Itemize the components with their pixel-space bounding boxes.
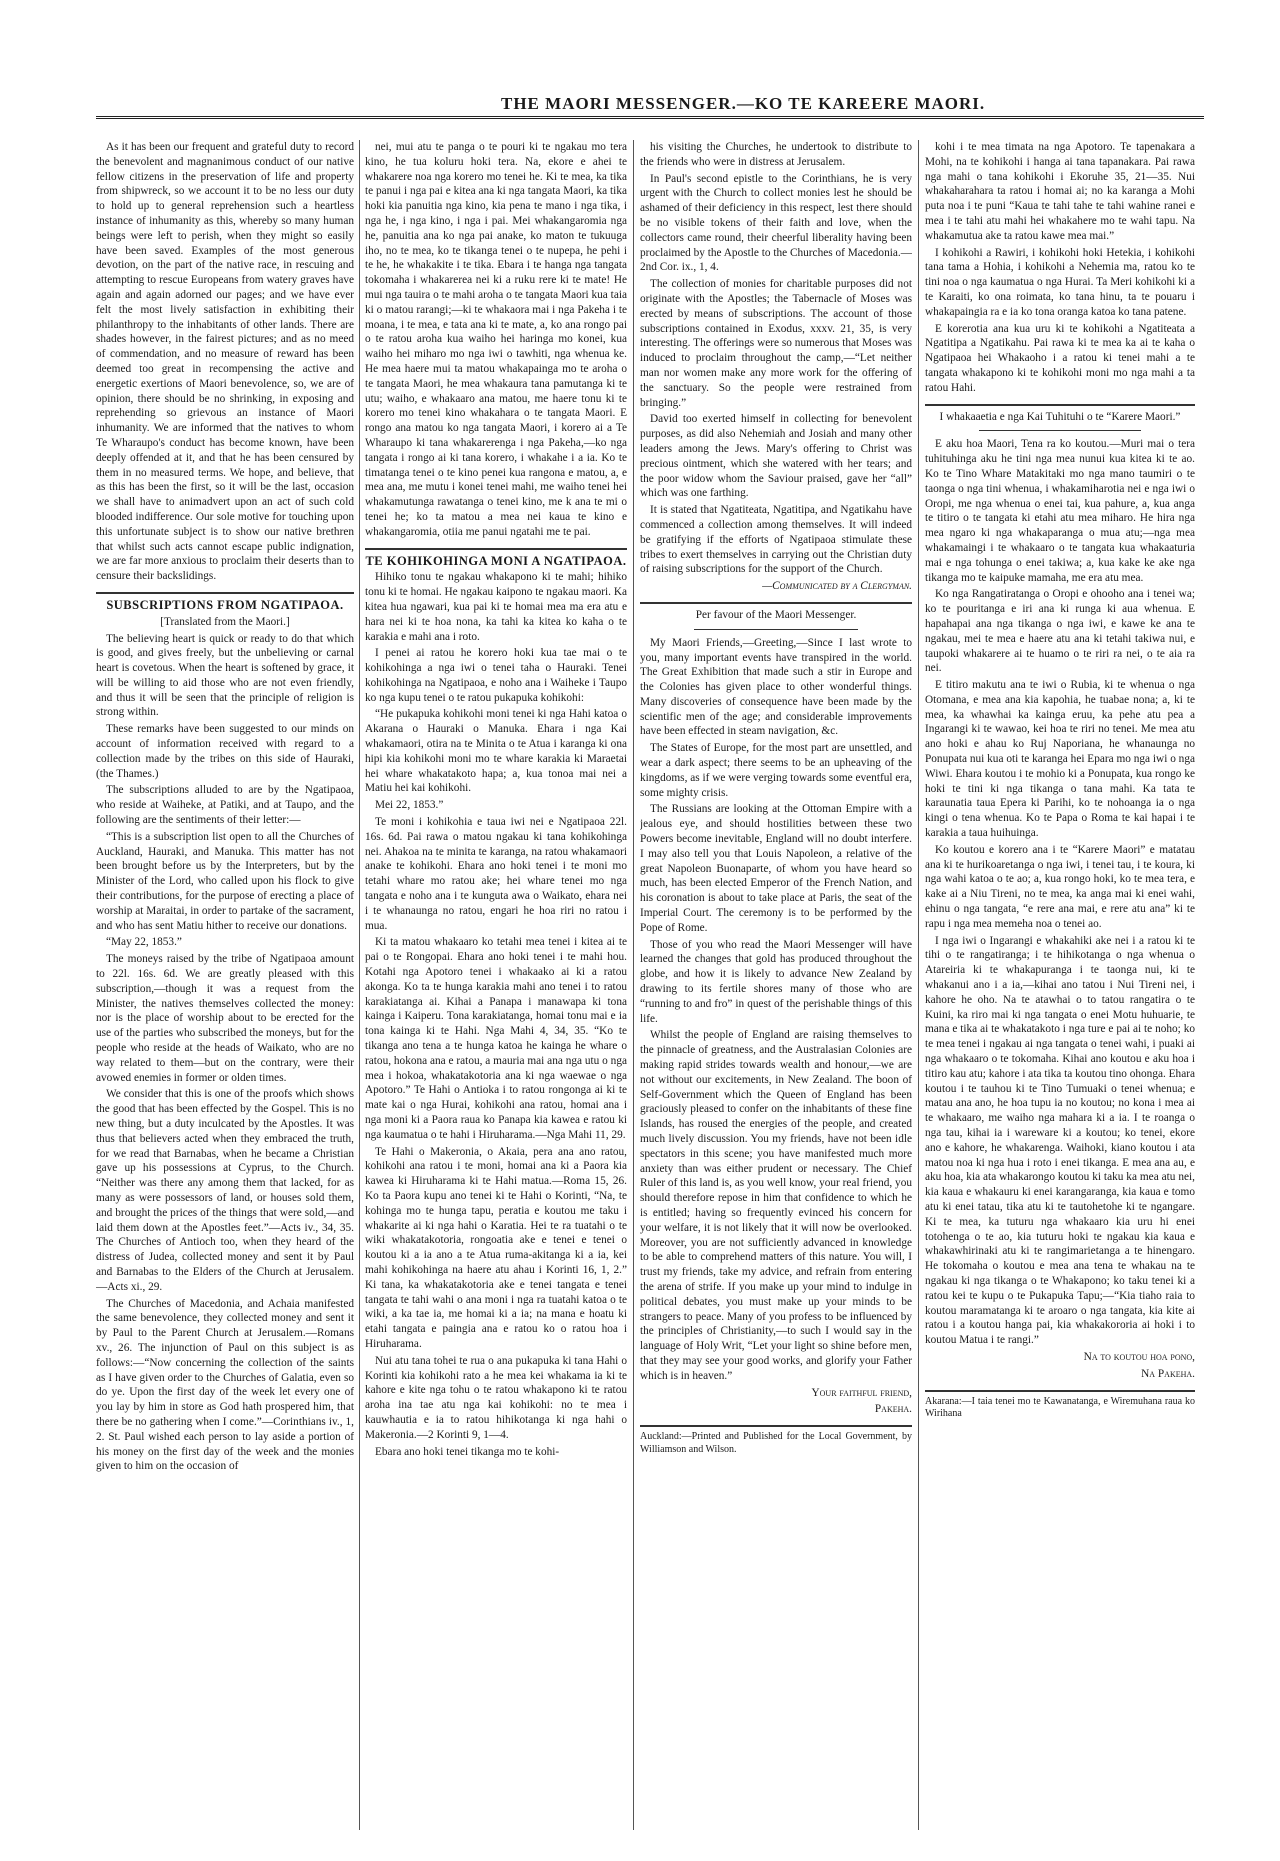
column-2 xyxy=(365,140,627,1830)
article-paragraph: The moneys raised by the tribe of Ngatipaoa amount to 22l. 16s. 6d. We are greatly pleased with this subscription,—though it was a request from the Minister, the natives themselves collected the money: nor is the place of worship about to be erected for the use of the parties who subscribed the moneys, but for the people who reside at the heads of Waikato, who are no way related to them—but on the contrary, were their avowed enemies in former or olden times. xyxy=(96,953,354,1084)
letter-signature: Pakeha. xyxy=(874,1403,912,1416)
letter-paragraph: E aku hoa Maori, Tena ra ko koutou.—Muri mai o tera tuhituhinga aku he tini nga mea nunui kua kitea ki te ao. Ko te Tino Whare Matakitaki mo nga mano taumiri o te taonga o nga tini whenua, i whakamiharotia nei e nga iwi o Oropi, me nga whenua o enei tai, kua pahure, a, kua anga te titiro o te tangata ki etahi atu mea miharo. He hira nga mea ngaro ki nga whakaparanga o mua atu;—nga mea whakamaingi i te whakaaro o te tangata kua whakaaturia mai e nga tohunga o enei takiwa; a, kua kake ke ake nga tikanga mo te kaipuke mamaha, me era atu mea. xyxy=(925,438,1195,584)
article-paragraph: These remarks have been suggested to our minds on account of information received with regard to a collection made by the tribes on this side of Hauraki, (the Thames.) xyxy=(96,723,354,780)
article-paragraph: Nui atu tana tohei te rua o ana pukapuka ki tana Hahi o Korinti kia kohikohi rato a he mea kei whakama ia ki te kahore e kite nga tohu o te ratou whakapono ki te ratou aroha ina tae atu nga kai kohikohi: no te mea i kauwhautia e ia to ratou hihikotanga ki nga hahi o Makeronia.—2 Korinti 9, 1—4. xyxy=(365,1354,627,1441)
letter-closing: Your faithful friend, xyxy=(811,1386,912,1399)
article-subheading: [Translated from the Maori.] xyxy=(160,615,290,628)
section-rule xyxy=(640,1425,912,1427)
article-paragraph: “May 22, 1853.” xyxy=(106,936,182,949)
masthead xyxy=(96,90,1204,128)
letter-paragraph: The States of Europe, for the most part are unsettled, and wear a dark aspect; there seems to be an upheaving of the kingdoms, as if we were verging towards some eventful era, some mighty crisis. xyxy=(640,742,912,799)
column-3 xyxy=(640,140,912,1830)
column-divider xyxy=(918,140,919,1830)
printer-imprint: Akarana:—I taia tenei mo te Kawanatanga, e Wiremuhana raua ko Wirihana xyxy=(925,1395,1195,1420)
article-paragraph: Te moni i kohikohia e taua iwi nei e Ngatipaoa 22l. 16s. 6d. Pai rawa o matou ngakau ki tana kohikohinga nei. Ahakoa na te minita te karanga, na ratou whakamaori anake te kohikohi. Ehara ano hoki tenei i te moni mo tetahi whare mo ratou ake; hei whare tenei mo nga tangata e noho ana i te kunguta awa o Waikato, ehara nei i te whanaunga no ratou, engari he hoa riri no ratou i mua. xyxy=(365,816,627,932)
credit-text: —Communicated by a Clergyman. xyxy=(762,580,912,593)
article-paragraph: “This is a subscription list open to all the Churches of Auckland, Hauraki, and Manuka. This matter has not been brought before us by the Interpreters, but by the Minister of the Lord, who called upon his flock to give their contributions, for the purpose of erecting a place of worship at Maraitai, in order to partake of the sacrament, and who has sent Matiu hither to receive our donations. xyxy=(96,830,354,932)
article-paragraph: kohi i te mea timata na nga Apotoro. Te tapenakara a Mohi, na te kohikohi i hanga ai tana tapanakara. Pai rawa nga mahi o tana kohikohi i Ekoruhe 35, 21—35. Nui whakaharahara ta ratou i homai ai; no ka karanga a Mohi puta noa i te puni “Kaua te tahi tahe te tahi wahine ranei e mea i te tahi atu mahi hei whakahere mo te wahi tapu. Na whakamutua ake ta ratou kawe mea mai.” xyxy=(925,141,1195,242)
column-1 xyxy=(96,140,354,1830)
masthead-rule xyxy=(96,116,1204,119)
letter-paragraph: Those of you who read the Maori Messenger will have learned the changes that gold has produced throughout the globe, and how it is likely to advance New Zealand by drawing to its fertile shores many of those who are “running to and fro” in quest of the perishable things of this life. xyxy=(640,938,912,1025)
article-paragraph: Hihiko tonu te ngakau whakapono ki te mahi; hihiko tonu ki te homai. He ngakau kaipono te ngakau maori. Ka kitea hua ngawari, kua pai ki te homai mea ma era atu e hara nei ki te hoa nona, ka tahi ka kitea ko kaha o te karakia e mahi ana i roto. xyxy=(365,571,627,643)
article-paragraph: Ki ta matou whakaaro ko tetahi mea tenei i kitea ai te pai o te Rongopai. Ehara ano hoki tenei i te mahi hou. Kotahi nga Apotoro tenei i whakaako ai ki a ratou akonga. Ko ta te hunga karakia mahi ano tenei i to ratou karakiatanga ai. Kihai a Panapa i manawapa ki tona kainga i Kaiperu. Tona karakiatanga, homai tonu mai e ia tona kainga ki te Hahi. Nga Mahi 4, 34, 35. “Ko te tikanga ano tena a te hunga katoa he kainga he whare o ratou, hokona ana e ratou, a mauria mai ana nga utu o nga mea i hokoa, whakatakotoria ana ki nga waewae o nga Apotoro.” Te Hahi o Antioka i to ratou rongonga ai ki te mate kai o nga Hurai, kohikohi ana ratou, homai ana i nga moni ki a Paora raua ko Panapa kia kawea e ratou ki nga kaumatua o te hahi i Hiruharama.—Nga Mahi 11, 29. xyxy=(365,936,627,1141)
column-divider xyxy=(633,140,634,1830)
article-paragraph: Ebara ano hoki tenei tikanga mo te kohi- xyxy=(375,1445,560,1458)
article-credit xyxy=(640,579,912,594)
column-divider xyxy=(359,140,360,1830)
section-rule xyxy=(925,404,1195,406)
article-paragraph: We consider that this is one of the proofs which shows the good that has been effected by the Gospel. This is no new thing, but a duty inculcated by the Apostles. It was thus that believers acted when they embraced the truth, for we read that Barnabas, when he became a Christian gave up his possessions at Cyprus, to the Church. “Neither was there any among them that lacked, for as many as were possessors of land, or houses sold them, and brought the prices of the things that were sold,—and laid them down at the Apostles feet.”—Acts iv., 34, 35. The Churches of Antioch too, when they heard of the distress of Judea, collected money and sent it by Paul and Barnabas to the Elders of the Church at Jerusalem.—Acts xi., 29. xyxy=(96,1088,354,1293)
editorial-paragraph: nei, mui atu te panga o te pouri ki te ngakau mo tera kino, he tua koluru hoki tera. Na, ekore e ahei te whakarere noa nga korero mo tenei he. Ki te mea, ka tika te panui i nga pai e kitea ana ki nga tangata Maori, ka tika hoki kia panuitia nga kino, kia pena te mano i nga tika, i nga he, i nga kino, i nga i pai. Mei whakangaromia nga he, panuitia ana ko nga pai anake, ko maton te tukuuga iho, no te mea, ko te tikanga tenei o te nupepa, he pehi i te he, he whakakite i te tika. Ebara i te hanga nga tangata tokomaha i whakarerea nei ki a ruku rere ki te mate! He mui nga tauira o te mahi aroha o te tangata Maori kua taia ki o matou rarangi;—ki te whakaora mai i nga Pakeha i te moana, i te mea, e tata ana ki te mate, a, ko ana rongo pai o te ratou aroha kua waiho hei haringa mo konei, kua waiho hei miharo mo nga iwi o tawhiti, nga whenua ke. He mea haere mui ta matou whakapainga mo te aroha o te tangata Maori, he mea whakaura tana pamutanga ki te utu; waiho, e whakaaro ana matou, me haere tonu ki te korero mo tenei kino whakahara o te tangata Maori. E rongo ana matou ko nga tangata Maori, i korero ai a Te Wharaupo ki tana whakarerenga i nga Pakeha,—ko nga tangata i rongo ai ki tana korero, i whakahe i a ia. Ko te timatanga tenei o te kino penei kua rangona e matou, a, e mea ana, me mutu i konei tenei mahi, me waiho tenei hei whakamutunga rawatanga o tenei kino, me k ana te mi o tenei he; ko ta matou a mea nei kaua te kino e whakangaromia, otiia me panui ngatahi me te pai. xyxy=(365,141,627,538)
letter-heading: Per favour of the Maori Messenger. xyxy=(695,608,857,621)
article-paragraph: David too exerted himself in collecting for benevolent purposes, as did also Nehemiah and Josiah and many other leaders among the Jews. Mary's offering to Christ was precious ointment, which she watered with her tears; and the poor widow whom the Saviour praised, gave her “all” which was one farthing. xyxy=(640,413,912,500)
article-paragraph: The believing heart is quick or ready to do that which is good, and gives freely, but the unbelieving or carnal heart is covetous. When the heart is softened by grace, it will be willing to aid those who are not even friendly, and thus it will be seen that the principle of religion is strong within. xyxy=(96,632,354,719)
section-rule xyxy=(96,592,354,594)
editorial-paragraph: As it has been our frequent and grateful duty to record the benevolent and magnanimous conduct of our native fellow citizens in the preservation of life and property from shipwreck, so we account it to be no less our duty to hold up to general reprehension such a heartless instance of inhumanity as this, whereby so many human beings were left to perish, when they might so easily have been saved. Examples of the most generous devotion, on the part of the native race, in rescuing and attempting to rescue Europeans from watery graves have again and again adorned our pages; and we have ever felt the most lively satisfaction in exhibiting their philanthropy to the inhabitants of other lands. There are shades however, in the fairest pictures; and as no meed of commendation, and no measure of reward has been deemed too great in recompensing the active and energetic exertions of Maori benevolence, so, we are of opinion, there should be no shrinking, in exposing and reprehending so grievous an instance of Maori inhumanity. We are informed that the natives to whom Te Wharaupo's conduct has become known, have been deeply offended at it, and that he has been censured by them in no measured terms. We hope, and believe, that as this has been the first, so it will be the last, occasion we shall have to animadvert upon an act of such cold blooded indifference. Our sole motive for touching upon this unfortunate subject is to show our native brethren that whilst such acts cannot escape public indignation, we are far more anxious to proclaim their deserts than to censure their backslidings. xyxy=(96,141,354,583)
article-paragraph: It is stated that Ngatiteata, Ngatitipa, and Ngatikahu have commenced a collection among themselves. It will indeed be gratifying if the efforts of Ngatipaoa stimulate these tribes to exert themselves in carrying out the Christian duty of raising subscriptions for the support of the Church. xyxy=(640,504,912,576)
article-paragraph: E korerotia ana kua uru ki te kohikohi a Ngatiteata a Ngatitipa a Ngatikahu. Pai rawa ki te mea ka ai te kaha o Ngatipaoa hei Whakaoho i a ratou ki tenei mahi a te tangata whakapono ki te kohikohi moni mo nga mahi a ta ratou Hahi. xyxy=(925,322,1195,394)
article-heading: TE KOHIKOHINGA MONI A NGATIPAOA. xyxy=(365,553,627,568)
letter-paragraph: Ko koutou e korero ana i te “Karere Maori” e matatau ana ki te hurikoaretanga o nga iwi, i tenei tau, i te koura, ki nga wahi katoa o te ao; a, kua rongo hoki, ko te mea tera, e kake ai a Niu Tireni, no te mea, ka anga mai ki enei wahi, ehinu o nga tangata, “e rere ana mai, e rere atu ana” ki te rapu i nga mea memeha noa o tenei ao. xyxy=(925,843,1195,930)
section-rule xyxy=(640,602,912,604)
letter-paragraph: The Russians are looking at the Ottoman Empire with a jealous eye, and should hostilities between these two Powers become inevitable, England will no doubt interfere. I may also tell you that Louis Napoleon, a relative of the great Napoleon Buonaparte, of whom you have heard so much, has been elected Emperor of the French Nation, and his coronation is about to take place at Paris, the seat of the Imperial Court. The ceremony is to be performed by the Pope of Rome. xyxy=(640,803,912,934)
printer-imprint: Auckland:—Printed and Published for the Local Government, by Williamson and Wilson. xyxy=(640,1431,912,1455)
short-rule xyxy=(694,629,857,630)
article-paragraph: The Churches of Macedonia, and Achaia manifested the same benevolence, they collected money and sent it by Paul to the Parent Church at Jerusalem.—Romans xv., 26. The injunction of Paul on this subject is as follows:—“Now concerning the collection of the saints as I have given order to the Churches of Galatia, even so do ye. Upon the first day of the week let every one of you lay by him in store as God hath prospered him, that there be no gathering when I come.”—Corinthians iv., 1, 2. St. Paul wished each person to lay aside a portion of his money on the first day of the week and the monies given to him on the occasion of xyxy=(96,1297,354,1473)
section-rule xyxy=(365,548,627,550)
article-paragraph: “He pukapuka kohikohi moni tenei ki nga Hahi katoa o Akarana o Hauraki o Manuka. Ehara i nga Kai whakamaori, otira na te Minita o te Atua i karanga ki ona hipi kia kohikohi moni mo te whare karakia ki Maraetai hei whare whakatakoto hapa; a, kua tonoa mai nei a Matiu hei kai kohikohi. xyxy=(365,708,627,795)
article-paragraph: Mei 22, 1853.” xyxy=(375,799,444,812)
letter-paragraph: Ko nga Rangatiratanga o Oropi e ohooho ana i tenei wa; ko te pouritanga e iri ana ki runga ki aua whenua. E hapahapai ana nga tikanga o nga iwi, e kawe ke ana te ngakau, mei te mea e haere atu ana ki tetahi takiwa nui, e taupoki whakarere ai te huamo o te riri ra nei, o te aia ra nei. xyxy=(925,588,1195,675)
article-paragraph: Te Hahi o Makeronia, o Akaia, pera ana ano ratou, kohikohi ana ratou i te moni, homai ana ki a Paora kia kawea ki Hiruharama ki te Hahi matua.—Roma 15, 26. Ko ta Paora kupu ano tenei ki te Hahi o Korinti, “Na, te kohinga mo te hunga tapu, peratia e koutou me taku i whakarite ai ki nga hahi o Karatia. Hei te ra tuatahi o te wiki whakatakotoria, rongoatia ake e tenei e tenei o koutou ki a ia ano a te Atua ruma-akitanga ki a ia, kei mahi kohikohinga na haere atu ahau i Korinti 16, 1, 2.” Ki tana, ka whakatakotoria ake e tenei tangata e tenei tangata te tahi wahi o ana moni i nga ra tuatahi katoa o te wiki, a ka tae ia, me homai ki a ia; na mana e hoatu ki etahi tangata e paingia ana e ratou ko o ratou hoa i Hiruharama. xyxy=(365,1145,627,1350)
letter-heading: I whakaaetia e nga Kai Tuhituhi o te “Karere Maori.” xyxy=(939,410,1181,423)
article-paragraph: his visiting the Churches, he undertook to distribute to the friends who were in distress at Jerusalem. xyxy=(640,141,912,168)
short-rule xyxy=(979,430,1141,431)
letter-paragraph: Whilst the people of England are raising themselves to the pinnacle of greatness, and the Australasian Colonies are making rapid strides towards wealth and honour,—we are not without our excitements, in New Zealand. The boon of Self-Government which the Queen of England has been graciously pleased to confer on the inhabitants of these fine Islands, has roused the energies of the people, and created much lively discussion. You my friends, have not been idle spectators in this scene; you have manifested much more anxiety than was either prudent or necessary. The Chief Ruler of this land is, as you well know, your real friend, you should therefore repose in him that confidence to which he is entitled; having so frequently evinced his concern for your welfare, it is not likely that it will now be overlooked. Moreover, you are not sufficiently advanced in knowledge to be able to comprehend matters of this nature. You will, I trust my friends, take my advice, and refrain from entering the arena of strife. If you make up your mind to indulge in political debates, you must make up your minds to be strangers to peace. Many of you profess to be influenced by the principles of Christianity,—to such I would say in the language of Holy Writ, “Let your light so shine before men, that they may see your good works, and glorify your Father which is in heaven.” xyxy=(640,1029,912,1382)
article-heading: SUBSCRIPTIONS FROM NGATIPAOA. xyxy=(106,597,344,612)
section-rule xyxy=(925,1390,1195,1392)
article-paragraph: The subscriptions alluded to are by the Ngatipaoa, who reside at Waiheke, at Patiki, and at Taupo, and the following are the sentiments of their letter:— xyxy=(96,784,354,827)
masthead-title: THE MAORI MESSENGER.—KO TE KAREERE MAORI. xyxy=(501,94,986,113)
article-paragraph: I penei ai ratou he korero hoki kua tae mai o te kohikohinga a nga iwi o tenei taha o Hauraki. Tenei kohikohinga na Ngatipaoa, e noho ana i Waiheke i Taupo ko nga kupu tenei o te ratou pukapuka kohikohi: xyxy=(365,647,627,704)
article-paragraph: I kohikohi a Rawiri, i kohikohi hoki Hetekia, i kohikohi tana tama a Hohia, i kohikohi a Nehemia ma, ratou ko te tini noa o nga kaumatua o nga Hurai. Ta Meri kohikohi ki a te Karaiti, ko ona roimata, ko tana hinu, ta te pouaru i whakapaingia ra e ia ko tona oranga katoa ko tana patene. xyxy=(925,246,1195,318)
letter-paragraph: I nga iwi o Ingarangi e whakahiki ake nei i a ratou ki te tihi o te rangatiranga; i te hihikotanga o nga whenua o Atareiria ki te whakapuranga i te taonga nui, ki te whakanui ano i a ia,—kihai ano tatou i Nui Tireni nei, i kahore he oho. Na te atawhai o to tatou rangatira o te Kuini, ka riro mai ki nga tangata o enei Motu huhuarie, te mana e tika ai te whakatakoto i nga ture e pai ai te noho; ko te mea tenei i ngakau ai nga tangata o tenei wahi, i puaki ai nga whakaaro o te tokomaha. Kihai ano koutou e aku hoa i titiro kau atu; kahore i ata tika ta koutou tino ohonga. Ehara koutou i te tauhou ki te Tino Tumuaki o tenei whenua; e matau ana ano, he hoa tupu ia no koutou; no kona i mea ai te whakaaro, me waiho nga mahara ki a ia. I te roanga o nga tau, kihai ia i wareware ki a koutou; ko tenei, ekore ano e kahore, he whakarenga. Waihoki, kiano koutou i ata matou noa ki nga hua i roto i enei tikanga. E mea ana au, e aku hoa, kia ata whakarongo koutou ki taku ka mea atu nei, kia kaua e whakauru ki enei karangaranga, kia kaua e tomo atu ki enei tatau, tika atu ki te tautohetohe ki te ngangare. Ki te mea, ka tuturu nga whakaaro kia uru hi enei totohenga o te ao, kia tuturu hoki te ngakau kia kaua e whakawhirinaki atu ki te rangimarietanga a te hinengaro. He tokomaha o koutou e mea ana tena te whakau na te ngakau ki nga tikanga o te Whakapono; ko taku tenei ki a ratou kei te kupu o te Pukapuka Tapu;—“Kia tiaho raia to koutou maramatanga ki te aroaro o nga tangata, kia kite ai ratou i a koutou hanga pai, kia whakakororia ai hoki i to koutou Matua i te rangi.” xyxy=(925,934,1195,1347)
letter-paragraph: My Maori Friends,—Greeting,—Since I last wrote to you, many important events have transpired in the world. The Great Exhibition that made such a stir in Europe and the Colonies has given place to other wonderful things. Many discoveries of consequence have been made by the scientific men of the age; and considerable improvements have been effected in steam navigation, &c. xyxy=(640,636,912,738)
letter-closing: Na to koutou hoa pono, xyxy=(1083,1350,1195,1363)
letter-signature: Na Pakeha. xyxy=(1141,1367,1195,1380)
article-paragraph: In Paul's second epistle to the Corinthians, he is very urgent with the Church to collect monies lest he should be ashamed of their deficiency in this respect, lest there should be no visible tokens of their faith and love, when the collectors came round, their cheerful liberality having been proclaimed by the Apostle to the Churches of Macedonia.—2nd Cor. ix., 1, 4. xyxy=(640,172,912,274)
column-4 xyxy=(925,140,1195,1830)
article-paragraph: The collection of monies for charitable purposes did not originate with the Apostles; the Tabernacle of Moses was erected by means of subscriptions. The account of those subscriptions contained in Exodus, xxxv. 21, 35, is very interesting. The offerings were so numerous that Moses was induced to proclaim throughout the camp,—“Let neither man nor women make any more work for the offering of the sanctuary. So the people were restrained from bringing.” xyxy=(640,278,912,409)
letter-paragraph: E titiro makutu ana te iwi o Rubia, ki te whenua o nga Otomana, e mea ana kia kapohia, he tuabae nona; a, ki te mea, ka whawhai ka kainga eruu, ka pehe atu pea a Ingarangi ki te wawao, kei hoa te riri no tenei. Me mea atu ano hoki e ahau ko Ruj Naporiana, he whanaunga no Ponupata nui kua oti te karanga hei Epara mo nga iwi o nga Wiwi. Ehara koutou i te mohio ki a Ponupata, kua rongo ke hoki te tini ki nga tikanga o tana mahi. Ka tata te karaunatia taua Epera ki Parihi, ko te nohoanga ia o nga kingi o tena whenua. Ko te Papa o Roma te kai hapai i te karakia a taua huihuinga. xyxy=(925,679,1195,840)
